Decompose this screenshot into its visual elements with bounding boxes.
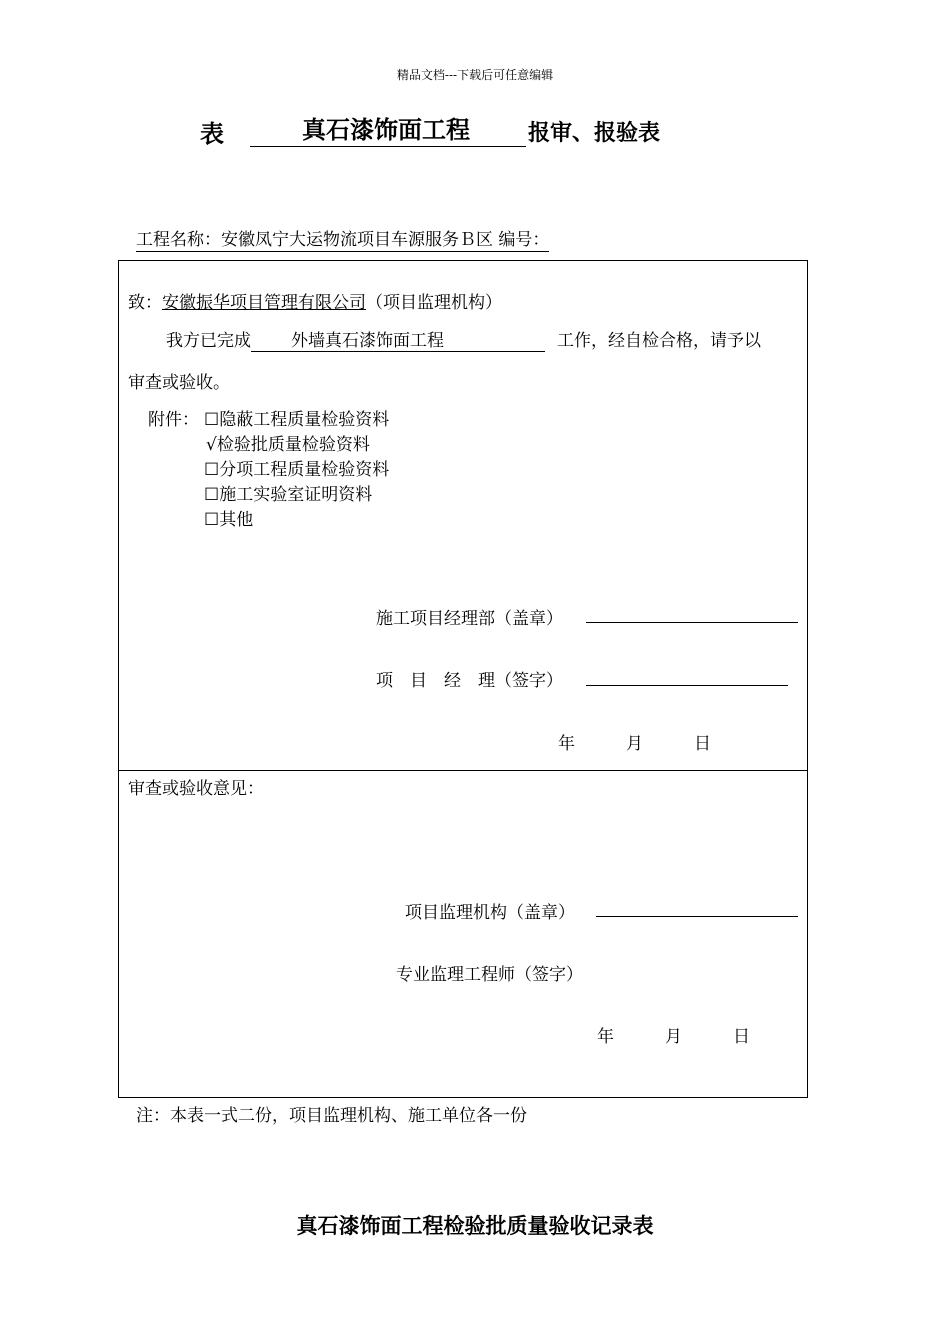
project-name-line: 工程名称：安徽凤宁大运物流项目车源服务Ｂ区 编号：	[136, 225, 549, 252]
review-section	[118, 770, 808, 1098]
engineer-sign-label: 专业监理工程师（签字）	[396, 965, 583, 985]
agency-seal-label: 项目监理机构（盖章）	[405, 903, 575, 923]
review-opinion-label: 审查或验收意见：	[128, 779, 264, 799]
title-suffix: 报审、报验表	[528, 121, 661, 146]
addressee-label: 致：	[128, 293, 162, 313]
attachment-item: ☐施工实验室证明资料	[204, 485, 373, 505]
completion-suffix: 工作，经自检合格，请予以	[557, 331, 761, 351]
addressee-org: （项目监理机构）	[366, 293, 502, 313]
attachment-item: ☐分项工程质量检验资料	[204, 460, 390, 480]
footnote: 注：本表一式二份，项目监理机构、施工单位各一份	[136, 1106, 527, 1126]
date-line-1: 年 月 日	[558, 734, 711, 754]
attachment-item: ☐隐蔽工程质量检验资料	[204, 410, 390, 430]
completion-line	[166, 326, 761, 352]
completed-work-field: 外墙真石漆饰面工程	[251, 326, 545, 352]
addressee-company: 安徽振华项目管理有限公司	[162, 293, 366, 313]
dept-seal-line	[586, 622, 798, 623]
manager-sign-line	[586, 685, 788, 686]
title-main: 真石漆饰面工程	[250, 114, 526, 147]
header-note: 精品文档---下载后可任意编辑	[396, 68, 554, 82]
addressee-line	[128, 288, 502, 313]
attachments-label: 附件：	[148, 410, 199, 430]
dept-seal-label: 施工项目经理部（盖章）	[376, 609, 563, 629]
date-line-2: 年 月 日	[597, 1027, 750, 1047]
second-title: 真石漆饰面工程检验批质量验收记录表	[296, 1214, 654, 1238]
agency-seal-line	[596, 916, 798, 917]
completion-prefix: 我方已完成	[166, 331, 251, 351]
attachment-item: ☐其他	[204, 510, 254, 530]
attachment-item: √检验批质量检验资料	[206, 435, 370, 455]
manager-sign-label: 项 目 经 理（签字）	[376, 671, 563, 691]
title-prefix: 表	[200, 120, 224, 148]
completion-line-2: 审查或验收。	[128, 373, 230, 393]
